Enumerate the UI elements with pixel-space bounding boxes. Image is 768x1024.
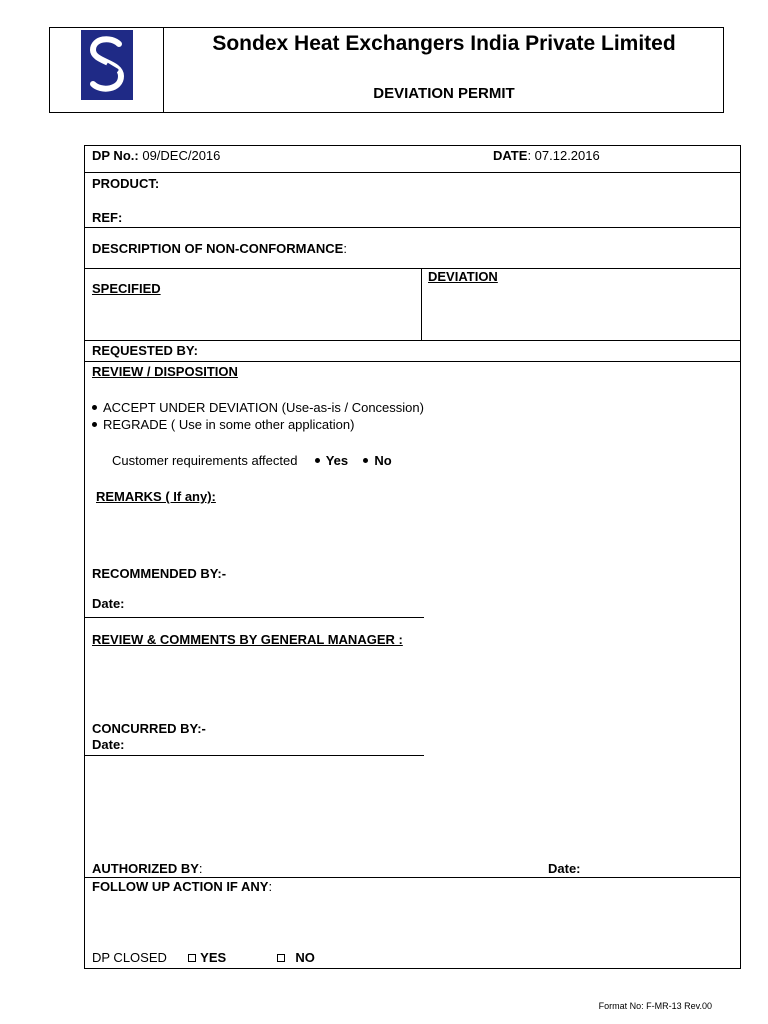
dp-closed-yes: YES (200, 950, 227, 965)
row-divider (85, 268, 740, 269)
ref-label: REF: (92, 210, 123, 225)
company-logo (81, 30, 133, 100)
dp-closed-label: DP CLOSED (92, 950, 167, 965)
column-divider (421, 268, 422, 340)
row-divider (85, 340, 740, 341)
remarks-label: REMARKS ( If any): (96, 489, 216, 504)
specified-label: SPECIFIED (92, 281, 161, 296)
row-divider (85, 172, 740, 173)
authorized-by-label: AUTHORIZED BY (92, 861, 199, 876)
review-disposition-label: REVIEW / DISPOSITION (92, 364, 238, 379)
no-option: No (374, 453, 392, 468)
bullet-icon (92, 405, 97, 410)
recommended-date-label: Date: (92, 596, 125, 611)
follow-up-field (92, 879, 272, 894)
concurred-date-label: Date: (92, 737, 125, 752)
option-regrade: REGRADE ( Use in some other application) (92, 417, 354, 432)
checkbox-icon[interactable] (188, 954, 196, 962)
date-label: DATE (493, 148, 528, 163)
yes-option: Yes (325, 453, 349, 468)
row-divider (85, 877, 740, 878)
company-name: Sondex Heat Exchangers India Private Limited (212, 32, 676, 55)
deviation-permit-form (84, 145, 741, 969)
dp-no-label: DP No.: (92, 148, 139, 163)
format-number: Format No: F-MR-13 Rev.00 (598, 1001, 712, 1011)
customer-requirements-field (112, 453, 392, 468)
date-value: : 07.12.2016 (527, 148, 600, 163)
follow-up-colon: : (268, 879, 273, 894)
description-colon: : (343, 241, 347, 256)
gm-review-label: REVIEW & COMMENTS BY GENERAL MANAGER : (92, 632, 403, 647)
row-divider (85, 361, 740, 362)
dp-closed-field (92, 950, 315, 965)
bullet-icon (92, 422, 97, 427)
document-header (49, 27, 724, 113)
description-label: DESCRIPTION OF NON-CONFORMANCE (92, 241, 344, 256)
dp-no-field (92, 148, 220, 163)
signature-line (85, 755, 424, 756)
recommended-by-label: RECOMMENDED BY:- (92, 566, 227, 581)
follow-up-label: FOLLOW UP ACTION IF ANY (92, 879, 269, 894)
row-divider (85, 227, 740, 228)
checkbox-icon[interactable] (277, 954, 285, 962)
bullet-icon (363, 458, 368, 463)
dp-no-value: 09/DEC/2016 (142, 148, 221, 163)
authorized-date-label: Date: (548, 861, 581, 876)
document-title: DEVIATION PERMIT (373, 85, 515, 102)
deviation-label: DEVIATION (428, 269, 498, 284)
concurred-by-label: CONCURRED BY:- (92, 721, 206, 736)
dp-closed-no: NO (295, 950, 315, 965)
bullet-icon (315, 458, 320, 463)
product-label: PRODUCT: (92, 176, 160, 191)
customer-requirements-label: Customer requirements affected (112, 453, 298, 468)
requested-by-label: REQUESTED BY: (92, 343, 198, 358)
option-accept-under-deviation: ACCEPT UNDER DEVIATION (Use-as-is / Concession) (92, 400, 424, 415)
date-field (493, 148, 600, 163)
authorized-by-field (92, 861, 203, 876)
authorized-by-colon: : (198, 861, 203, 876)
signature-line (85, 617, 424, 618)
description-field (92, 241, 347, 256)
